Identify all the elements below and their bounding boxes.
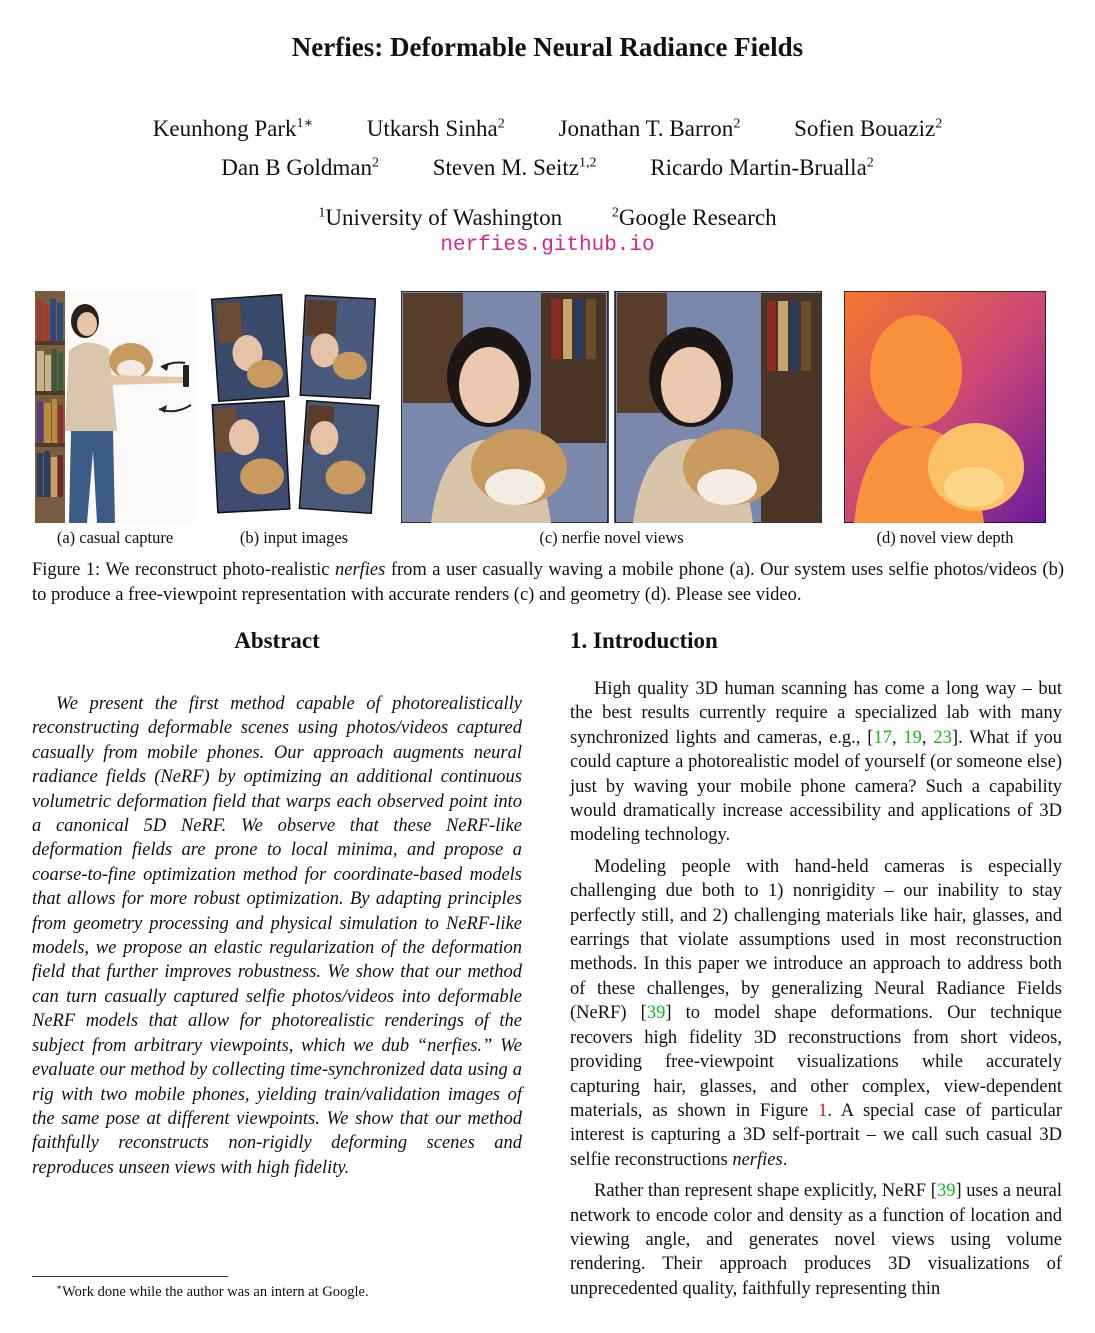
- author: Utkarsh Sinha$^2$: [366, 115, 505, 141]
- abstract-text: We present the first method capable of photorealistically reconstructing deformable scenes using photos/videos captured casually from mobile phones. Our approach augments neural radiance fields (NeRF) by optimizing an additional continuous volumetric deformation field that warps each observed point into a canonical 5D NeRF. We observe that these NeRF-like deformation fields are prone to local minima, and propose a coarse-to-fine optimization method for coordinate-based models that allows for more robust optimization. By adapting principles from geometry processing and physical simulation to NeRF-like models, we propose an elastic regularization of the deformation field that further improves robustness. We show that our method can turn casually captured selfie photos/videos into deformable NeRF models that allow for photorealistic renderings of the subject from arbitrary viewpoints, which we dub “nerfies.” We evaluate our method by collecting time-synchronized data using a rig with two mobile phones, yielding train/validation images of the same pose at different viewpoints. We show that our method faithfully reconstructs non-rigidly deforming scenes and reproduces unseen views with high fidelity.: [32, 694, 522, 1178]
- depth-map: [844, 291, 1046, 523]
- input-images-collage: [205, 291, 383, 523]
- author: Dan B Goldman$^2$: [221, 155, 379, 180]
- author: Sofien Bouaziz$^2$: [794, 115, 943, 141]
- figure-sublabel-b: (b) input images: [239, 528, 349, 547]
- citation-link[interactable]: 39: [646, 1003, 666, 1024]
- author-row-2: [0, 155, 1095, 181]
- figure-ref-link[interactable]: 1: [818, 1100, 828, 1121]
- figure-panel-novel-views: [401, 291, 822, 523]
- figure-panel-depth: [844, 291, 1046, 523]
- author: Jonathan T. Barron$^2$: [558, 115, 741, 141]
- affiliation: $^2$Google Research: [611, 205, 777, 230]
- figure-sublabel-d: (d) novel view depth: [876, 528, 1014, 547]
- casual-capture-illustration: [35, 291, 195, 523]
- figure-panel-input-images: [205, 291, 383, 523]
- intro-paragraph: Modeling people with hand-held cameras is especially challenging due both to 1) nonrigidity – our inability to stay perfectly still, and 2) challenging materials like hair, glasses, and earrings that violate assumptions used in most reconstruction methods. In this paper we introduce an approach to address both of these challenges, by generalizing Neural Radiance Fields (NeRF) [39] to model shape deformations. Our technique recovers high fidelity 3D reconstructions from short videos, providing free-viewpoint visualizations while accurately capturing hair, glasses, and other complex, view-dependent materials, as shown in Figure 1. A special case of particular interest is capturing a 3D self-portrait – we call such casual 3D selfie reconstructions nerfies.: [570, 856, 1062, 1170]
- author: Keunhong Park$^{1∗}$: [152, 115, 314, 141]
- figure-panel-casual-capture: [35, 291, 195, 523]
- project-url-link[interactable]: nerfies.github.io: [440, 234, 655, 257]
- citation-link[interactable]: 23: [933, 727, 952, 748]
- novel-views-renders: [401, 291, 822, 523]
- footnote-divider: [32, 1276, 228, 1277]
- figure-sublabel-c: (c) nerfie novel views: [539, 528, 684, 547]
- footnote: ∗Work done while the author was an intern at Google.: [56, 1282, 369, 1300]
- author: Ricardo Martin-Brualla$^2$: [650, 155, 874, 180]
- citation-link[interactable]: 17: [873, 727, 892, 748]
- paper-title: Nerfies: Deformable Neural Radiance Fields: [291, 32, 804, 62]
- affiliation: $^1$University of Washington: [318, 205, 563, 230]
- introduction-body: [570, 677, 1062, 1308]
- citation-link[interactable]: 19: [903, 727, 922, 748]
- introduction-heading: 1. Introduction: [570, 628, 718, 653]
- author: Steven M. Seitz$^{1,2}$: [432, 155, 597, 180]
- intro-paragraph: Rather than represent shape explicitly, NeRF [39] uses a neural network to encode color and density as a function of location and viewing angle, and generates novel views using volume rendering. Their approach produces 3D visualizations of unprecedented quality, faithfully representing thin: [570, 1181, 1062, 1299]
- intro-paragraph: High quality 3D human scanning has come a long way – but the best results currently require a specialized lab with many synchronized lights and cameras, e.g., [17, 19, 23]. What if you could capture a photorealistic model of yourself (or someone else) just by waving your mobile phone camera? Such a capability would dramatically increase accessibility and applications of 3D modeling technology.: [570, 679, 1063, 846]
- author-row-1: [0, 115, 1095, 142]
- abstract-heading: Abstract: [234, 628, 320, 653]
- figure-sublabel-a: (a) casual capture: [56, 528, 174, 547]
- citation-link[interactable]: 39: [936, 1181, 956, 1202]
- figure-caption: Figure 1: We reconstruct photo-realistic nerfies from a user casually waving a mobile phone (a). Our system uses selfie photos/videos (b) to produce a free-viewpoint representation with accurate renders (c) and geometry (d). Please see video.: [32, 560, 1064, 605]
- affiliations: [0, 205, 1095, 231]
